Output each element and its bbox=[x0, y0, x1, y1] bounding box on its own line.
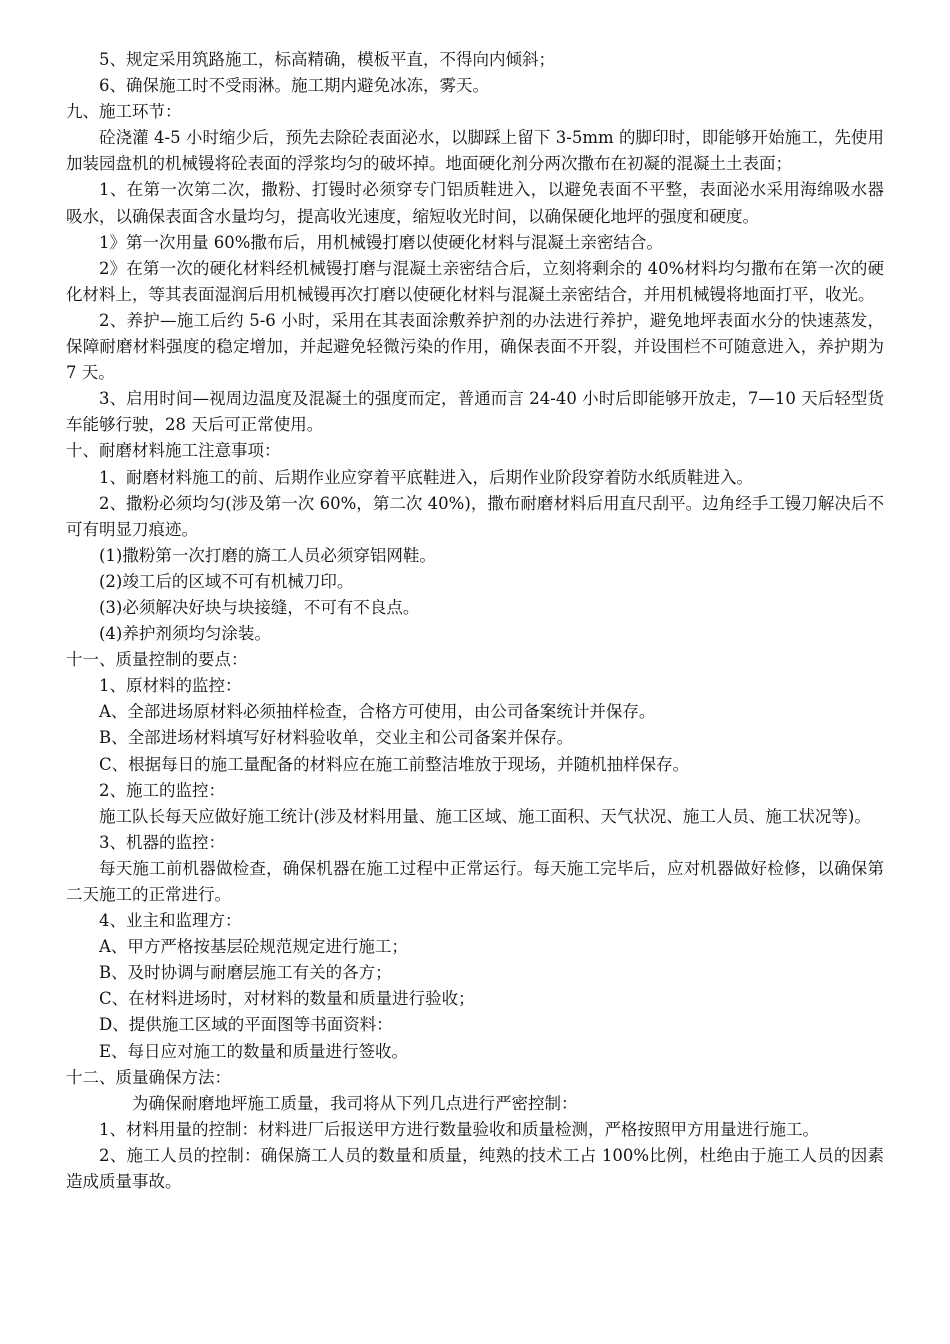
paragraph: 4、业主和监理方： bbox=[99, 911, 242, 931]
paragraph: 2、撒粉必须均匀(涉及第一次 60%，第二次 40%)，撒布耐磨材料后用直尺刮平。边角经手工镘刀解决后不可有明显刀痕迹。 bbox=[66, 493, 884, 539]
paragraph: B、全部进场材料填写好材料验收单，交业主和公司备案并保存。 bbox=[99, 728, 574, 748]
section-heading: 十二、质量确保方法： bbox=[66, 1067, 231, 1087]
paragraph: 1、材料用量的控制：材料进厂后报送甲方进行数量验收和质量检测，严格按照甲方用量进行施工。 bbox=[99, 1119, 819, 1139]
paragraph: C、根据每日的施工量配备的材料应在施工前整洁堆放于现场，并随机抽样保存。 bbox=[99, 754, 690, 774]
paragraph: 1、在第一次第二次，撒粉、打镘时必须穿专门铝质鞋进入，以避免表面不平整，表面泌水采用海绵吸水器吸水，以确保表面含水量均匀，提高收光速度，缩短收光时间，以确保硬化地坪的强度和硬度。 bbox=[66, 180, 884, 226]
paragraph: E、每日应对施工的数量和质量进行签收。 bbox=[99, 1041, 409, 1061]
paragraph: 砼浇灌 4-5 小时缩少后，预先去除砼表面泌水，以脚踩上留下 3-5mm 的脚印时，即能够开始施工，先使用加装园盘机的机械镘将砼表面的浮浆均匀的破坏掉。地面硬化剂分两次撒布在初凝的混凝土土表面； bbox=[66, 128, 884, 174]
paragraph: C、在材料进场时，对材料的数量和质量进行验收； bbox=[99, 989, 475, 1009]
section-heading: 九、施工环节： bbox=[66, 102, 182, 122]
paragraph: 2》在第一次的硬化材料经机械镘打磨与混凝土亲密结合后，立刻将剩余的 40%材料均匀撒布在第一次的硬化材料上，等其表面湿润后用机械镘再次打磨以使硬化材料与混凝土亲密结合，并用机械镘将地面打平，收光。 bbox=[66, 258, 884, 304]
paragraph: (4)养护剂须均匀涂装。 bbox=[99, 624, 271, 644]
paragraph: 为确保耐磨地坪施工质量，我司将从下列几点进行严密控制： bbox=[132, 1093, 578, 1113]
paragraph: (3)必须解决好块与块接缝，不可有不良点。 bbox=[99, 597, 420, 617]
paragraph: 1、耐磨材料施工的前、后期作业应穿着平底鞋进入，后期作业阶段穿着防水纸质鞋进入。 bbox=[99, 467, 753, 487]
paragraph: 每天施工前机器做检查，确保机器在施工过程中正常运行。每天施工完毕后，应对机器做好检修，以确保第二天施工的正常进行。 bbox=[66, 858, 884, 904]
paragraph: 6、确保施工时不受雨淋。施工期内避免冰冻，雾天。 bbox=[99, 76, 489, 96]
paragraph: 3、启用时间—视周边温度及混凝土的强度而定，普通而言 24-40 小时后即能够开放走，7—10 天后轻型货车能够行驶，28 天后可正常使用。 bbox=[66, 389, 884, 435]
paragraph: D、提供施工区域的平面图等书面资料： bbox=[99, 1015, 393, 1035]
paragraph: (1)撒粉第一次打磨的旖工人员必须穿铝网鞋。 bbox=[99, 545, 436, 565]
paragraph: 5、规定采用筑路施工，标高精确，模板平直，不得向内倾斜； bbox=[99, 50, 555, 69]
paragraph: 施工队长每天应做好施工统计(涉及材料用量、施工区域、施工面积、天气状况、施工人员、施工状况等)。 bbox=[99, 806, 871, 826]
section-heading: 十、耐磨材料施工注意事项： bbox=[66, 441, 281, 461]
section-heading: 十一、质量控制的要点： bbox=[66, 650, 248, 670]
paragraph: 1、原材料的监控： bbox=[99, 676, 242, 696]
paragraph: 3、机器的监控： bbox=[99, 832, 225, 852]
paragraph: A、全部进场原材料必须抽样检查，合格方可使用，由公司备案统计并保存。 bbox=[99, 702, 656, 722]
paragraph: 2、施工的监控： bbox=[99, 780, 225, 800]
paragraph: 1》第一次用量 60%撒布后，用机械镘打磨以使硬化材料与混凝土亲密结合。 bbox=[99, 232, 663, 252]
paragraph: B、及时协调与耐磨层施工有关的各方； bbox=[99, 963, 392, 983]
paragraph: 2、养护—施工后约 5-6 小时，采用在其表面涂敷养护剂的办法进行养护，避免地坪表面水分的快速蒸发，保障耐磨材料强度的稳定增加，并起避免轻微污染的作用，确保表面不开裂，并设围栏不可随意进入，养护期为 7 天。 bbox=[66, 310, 884, 383]
paragraph: (2)竣工后的区域不可有机械刀印。 bbox=[99, 571, 354, 591]
paragraph: A、甲方严格按基层砼规范规定进行施工； bbox=[99, 937, 408, 957]
paragraph: 2、施工人员的控制：确保旖工人员的数量和质量，纯熟的技术工占 100%比例，杜绝由于施工人员的因素造成质量事故。 bbox=[66, 1145, 884, 1192]
